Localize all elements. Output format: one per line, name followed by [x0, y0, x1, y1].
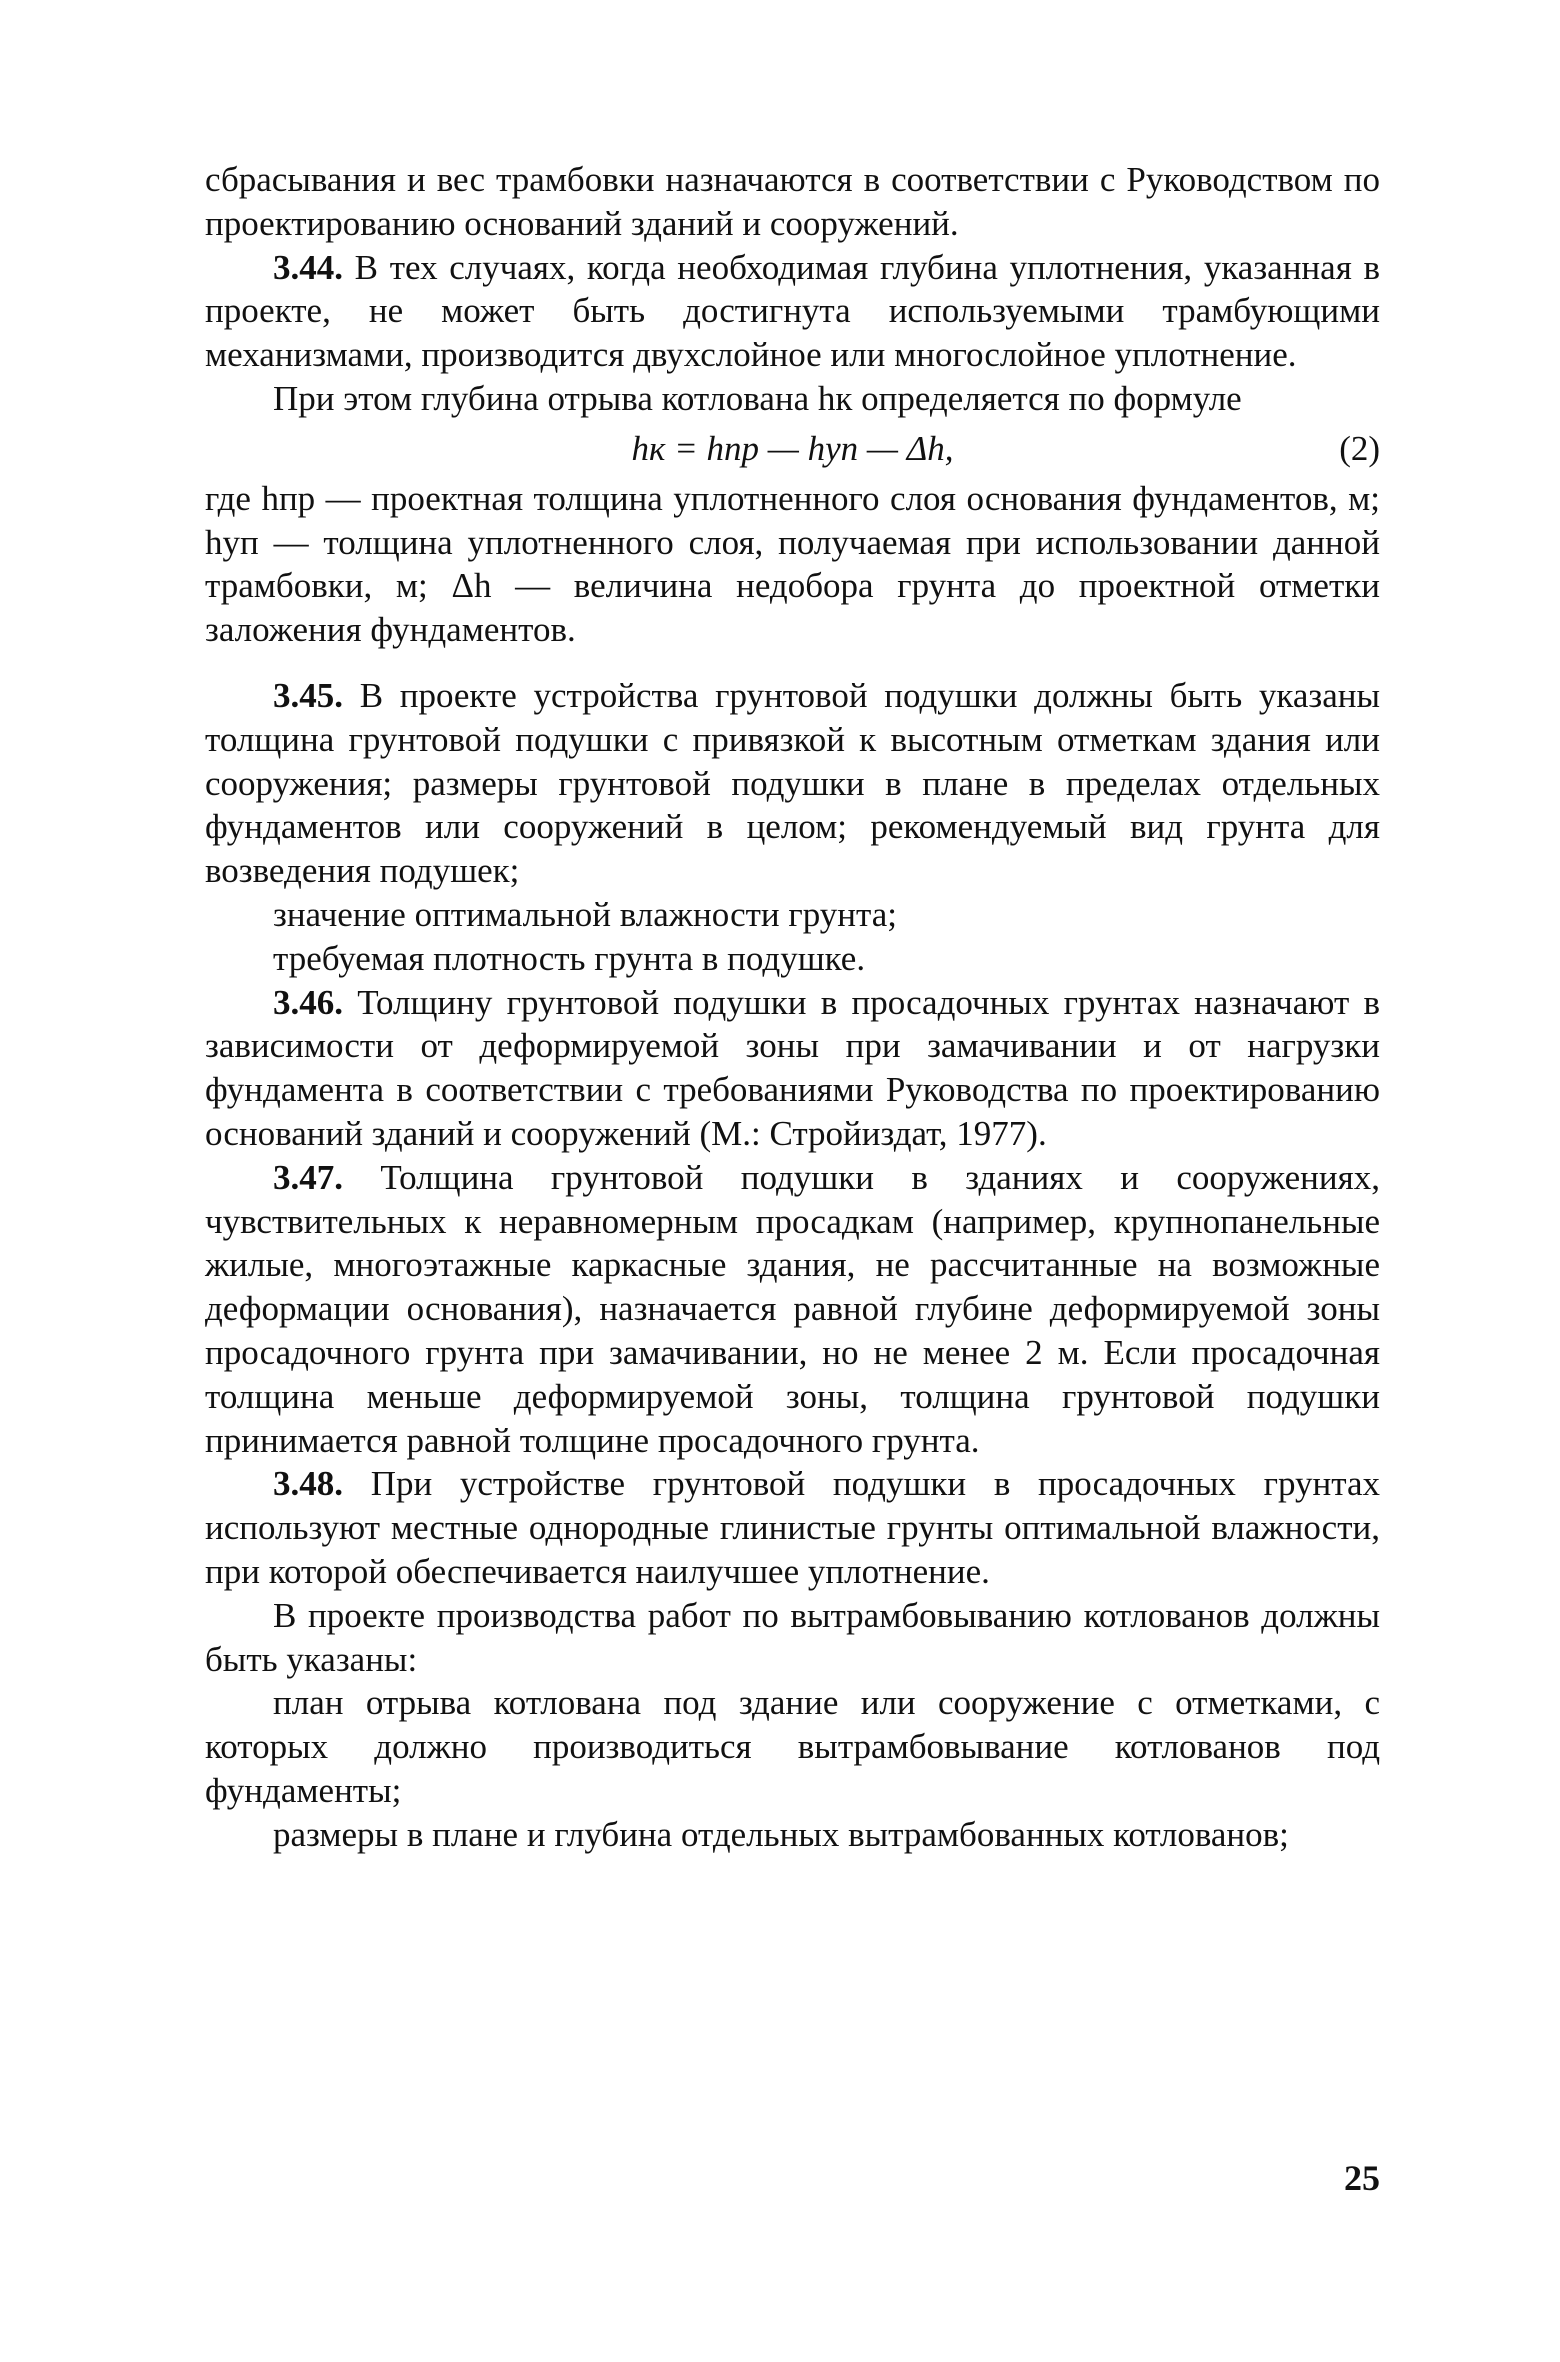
clause-number: 3.46.	[273, 982, 343, 1022]
paragraph: В проекте производства работ по вытрамбовыванию котлованов должны быть указаны:	[205, 1595, 1380, 1679]
paragraph: план отрыва котлована под здание или сооружение с отметками, с которых должно производиться вытрамбовывание котлованов под фундаменты;	[205, 1683, 1380, 1810]
paragraph: где hпр — проектная толщина уплотненного слоя основания фундаментов, м; hуп — толщина уплотненного слоя, получаемая при использовании данной трамбовки, м; Δh — величина недобора грунта до проектной отметки заложения фундаментов.	[205, 478, 1380, 650]
body-text	[205, 158, 1380, 1856]
clause-number: 3.44.	[273, 247, 343, 287]
clause-number: 3.45.	[273, 675, 343, 715]
paragraph: значение оптимальной влажности грунта;	[273, 894, 897, 934]
formula-number: (2)	[1339, 428, 1380, 468]
paragraph-3-48: 3.48. При устройстве грунтовой подушки в просадочных грунтах используют местные однородные глинистые грунты оптимальной влажности, при которой обеспечивается наилучшее уплотнение.	[205, 1464, 1380, 1591]
paragraph-3-46: 3.46. Толщину грунтовой подушки в просадочных грунтах назначают в зависимости от деформируемой зоны при замачивании и от нагрузки фундамента в соответствии с требованиями Руководства по проектированию оснований зданий и сооружений (М.: Стройиздат, 1977).	[205, 982, 1380, 1153]
paragraph: При этом глубина отрыва котлована hк определяется по формуле	[273, 378, 1242, 418]
paragraph-3-47: 3.47. Толщина грунтовой подушки в зданиях и сооружениях, чувствительных к неравномерным просадкам (например, крупнопанельные жилые, многоэтажные каркасные здания, не рассчитанные на возможные деформации основания), назначается равной глубине деформируемой зоны просадочного грунта при замачивании, но не менее 2 м. Если просадочная толщина меньше деформируемой зоны, толщина грунтовой подушки принимается равной толщине просадочного грунта.	[205, 1157, 1380, 1460]
paragraph-3-44: 3.44. В тех случаях, когда необходимая глубина уплотнения, указанная в проекте, не может быть достигнута используемыми трамбующими механизмами, производится двухслойное или многослойное уплотнение.	[205, 247, 1380, 375]
formula	[205, 421, 1380, 477]
formula-expression: hк = hпр — hуп — Δh,	[631, 428, 954, 468]
paragraph: сбрасывания и вес трамбовки назначаются в соответствии с Руководством по проектированию оснований зданий и сооружений.	[205, 160, 1380, 243]
clause-number: 3.47.	[273, 1157, 343, 1197]
paragraph: требуемая плотность грунта в подушке.	[273, 938, 866, 978]
page-number: 25	[1344, 2158, 1380, 2198]
paragraph-3-45: 3.45. В проекте устройства грунтовой подушки должны быть указаны толщина грунтовой подушки с привязкой к высотным отметкам здания или сооружения; размеры грунтовой подушки в плане в пределах отдельных фундаментов или сооружений в целом; рекомендуемый вид грунта для возведения подушек;	[205, 675, 1380, 891]
paragraph: размеры в плане и глубина отдельных вытрамбованных котлованов;	[273, 1814, 1289, 1854]
clause-number: 3.48.	[273, 1464, 343, 1504]
